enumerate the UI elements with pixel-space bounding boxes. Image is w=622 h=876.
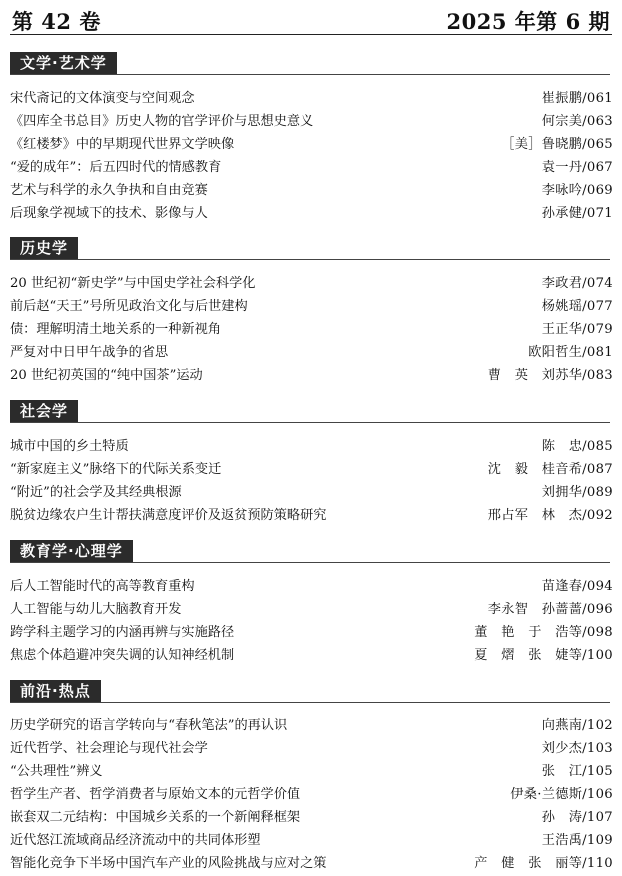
section-header	[10, 680, 610, 703]
article-author-page: 陈 忠/085	[541, 439, 613, 454]
article-author-page: ［美］鲁晓鹏/065	[501, 137, 613, 152]
article-author-page: 杨姚瑶/077	[541, 299, 613, 314]
toc-entry[interactable]	[10, 576, 613, 598]
article-author-page: 王浩禹/109	[541, 833, 613, 848]
article-author-page: 崔振鹏/061	[541, 91, 613, 106]
article-title[interactable]: 历史学研究的语言学转向与“春秋笔法”的再认识	[10, 718, 288, 733]
article-author-page: 张 江/105	[541, 764, 613, 779]
toc-entry[interactable]	[10, 622, 613, 644]
article-title[interactable]: 后人工智能时代的高等教育重构	[10, 579, 195, 594]
section-header	[10, 400, 610, 423]
article-author-page: 刘拥华/089	[541, 485, 613, 500]
article-author-page: 夏 熠 张 婕等/100	[474, 648, 613, 663]
article-title[interactable]: 嵌套双二元结构：中国城乡关系的一个新阐释框架	[10, 810, 301, 825]
article-title[interactable]: 《四库全书总目》历史人物的官学评价与思想史意义	[10, 114, 314, 129]
section-title: 文学·艺术学	[10, 52, 117, 74]
article-author-page: 袁一丹/067	[541, 160, 613, 175]
toc-entry[interactable]	[10, 342, 613, 364]
article-title[interactable]: 脱贫边缘农户生计帮扶满意度评价及返贫预防策略研究	[10, 508, 327, 523]
toc-entry[interactable]	[10, 505, 613, 527]
article-author-page: 李永智 孙蔷蔷/096	[487, 602, 613, 617]
article-author-page: 邢占军 林 杰/092	[487, 508, 613, 523]
toc-entry[interactable]	[10, 111, 613, 133]
article-title[interactable]: 前后赵“天王”号所见政治文化与后世建构	[10, 299, 248, 314]
article-title[interactable]: 近代哲学、社会理论与现代社会学	[10, 741, 208, 756]
article-author-page: 王正华/079	[541, 322, 613, 337]
toc-entry[interactable]	[10, 738, 613, 760]
article-title[interactable]: 债：理解明清土地关系的一种新视角	[10, 322, 221, 337]
toc-entry[interactable]	[10, 296, 613, 318]
toc-entry[interactable]	[10, 88, 613, 110]
article-author-page: 李政君/074	[541, 276, 613, 291]
article-author-page: 欧阳哲生/081	[528, 345, 613, 360]
article-author-page: 伊桑·兰德斯/106	[510, 787, 613, 802]
article-title[interactable]: 严复对中日甲午战争的省思	[10, 345, 169, 360]
toc-entry[interactable]	[10, 853, 613, 875]
article-author-page: 苗逢春/094	[541, 579, 613, 594]
article-title[interactable]: 跨学科主题学习的内涵再辨与实施路径	[10, 625, 235, 640]
article-title[interactable]: 宋代斋记的文体演变与空间观念	[10, 91, 195, 106]
journal-header	[10, 4, 612, 35]
article-author-page: 何宗美/063	[541, 114, 613, 129]
article-author-page: 产 健 张 丽等/110	[474, 856, 613, 871]
article-author-page: 李咏吟/069	[541, 183, 613, 198]
toc-entry[interactable]	[10, 273, 613, 295]
toc-entry[interactable]	[10, 645, 613, 667]
volume-label: 第 42 卷	[12, 9, 101, 34]
issue-label: 2025 年第 6 期	[446, 9, 610, 34]
toc-entry[interactable]	[10, 761, 613, 783]
toc-entry[interactable]	[10, 436, 613, 458]
toc-entry[interactable]	[10, 715, 613, 737]
toc-entry[interactable]	[10, 482, 613, 504]
article-title[interactable]: 《红楼梦》中的早期现代世界文学映像	[10, 137, 235, 152]
article-title[interactable]: 智能化竞争下半场中国汽车产业的风险挑战与应对之策	[10, 856, 327, 871]
section-title: 教育学·心理学	[10, 540, 133, 562]
toc-entry[interactable]	[10, 157, 613, 179]
section-title: 前沿·热点	[10, 680, 101, 702]
article-title[interactable]: “附近”的社会学及其经典根源	[10, 485, 182, 500]
toc-entry[interactable]	[10, 784, 613, 806]
section-title: 社会学	[10, 400, 78, 422]
article-author-page: 孙 涛/107	[541, 810, 613, 825]
article-title[interactable]: “公共理性”辨义	[10, 764, 103, 779]
article-title[interactable]: 城市中国的乡土特质	[10, 439, 129, 454]
article-title[interactable]: 20 世纪初英国的“纯中国茶”运动	[10, 368, 203, 383]
article-title[interactable]: 哲学生产者、哲学消费者与原始文本的元哲学价值	[10, 787, 301, 802]
article-title[interactable]: 后现象学视域下的技术、影像与人	[10, 206, 208, 221]
article-author-page: 刘少杰/103	[541, 741, 613, 756]
toc-entry[interactable]	[10, 807, 613, 829]
article-title[interactable]: 20 世纪初“新史学”与中国史学社会科学化	[10, 276, 256, 291]
article-title[interactable]: 近代怒江流域商品经济流动中的共同体形塑	[10, 833, 261, 848]
toc-entry[interactable]	[10, 180, 613, 202]
article-title[interactable]: 焦虑个体趋避冲突失调的认知神经机制	[10, 648, 235, 663]
article-author-page: 孙承健/071	[541, 206, 613, 221]
toc-entry[interactable]	[10, 830, 613, 852]
article-author-page: 沈 毅 桂音希/087	[487, 462, 613, 477]
toc-entry[interactable]	[10, 365, 613, 387]
article-title[interactable]: “新家庭主义”脉络下的代际关系变迁	[10, 462, 222, 477]
article-title[interactable]: “爱的成年”：后五四时代的情感教育	[10, 160, 222, 175]
section-title: 历史学	[10, 237, 78, 259]
article-author-page: 董 艳 于 浩等/098	[474, 625, 613, 640]
article-title[interactable]: 人工智能与幼儿大脑教育开发	[10, 602, 182, 617]
toc-entry[interactable]	[10, 134, 613, 156]
article-title[interactable]: 艺术与科学的永久争执和自由竞赛	[10, 183, 208, 198]
article-author-page: 曹 英 刘苏华/083	[487, 368, 613, 383]
toc-entry[interactable]	[10, 319, 613, 341]
article-author-page: 向燕南/102	[541, 718, 613, 733]
section-header	[10, 237, 610, 260]
toc-entry[interactable]	[10, 459, 613, 481]
toc-entry[interactable]	[10, 599, 613, 621]
section-header	[10, 52, 610, 75]
section-header	[10, 540, 610, 563]
toc-entry[interactable]	[10, 203, 613, 225]
